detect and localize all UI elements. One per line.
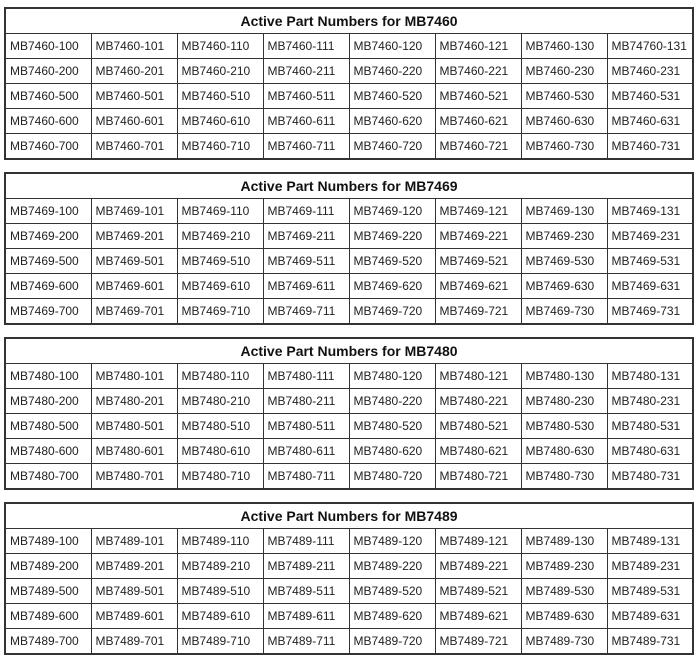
part-number-cell: MB7460-520 <box>349 84 435 109</box>
part-number-cell: MB7480-230 <box>521 389 607 414</box>
table-row <box>5 579 693 604</box>
table-row <box>5 199 693 224</box>
part-number-cell: MB7460-501 <box>91 84 177 109</box>
part-number-cell: MB7469-101 <box>91 199 177 224</box>
part-number-cell: MB7469-700 <box>5 299 91 325</box>
table-row <box>5 629 693 655</box>
part-number-cell: MB7489-620 <box>349 604 435 629</box>
table-row <box>5 34 693 59</box>
part-number-cell: MB7460-120 <box>349 34 435 59</box>
part-number-cell: MB7460-620 <box>349 109 435 134</box>
table-row <box>5 604 693 629</box>
part-number-cell: MB7489-720 <box>349 629 435 655</box>
part-number-cell: MB7460-230 <box>521 59 607 84</box>
part-number-cell: MB7460-611 <box>263 109 349 134</box>
part-number-cell: MB7460-731 <box>607 134 693 160</box>
part-number-cell: MB7480-201 <box>91 389 177 414</box>
part-number-cell: MB7480-700 <box>5 464 91 490</box>
part-number-cell: MB7469-200 <box>5 224 91 249</box>
part-number-cell: MB74760-131 <box>607 34 693 59</box>
part-number-cell: MB7489-531 <box>607 579 693 604</box>
table-row <box>5 529 693 554</box>
part-number-cell: MB7469-620 <box>349 274 435 299</box>
part-number-cell: MB7480-611 <box>263 439 349 464</box>
part-number-cell: MB7469-531 <box>607 249 693 274</box>
part-number-cell: MB7469-501 <box>91 249 177 274</box>
part-number-cell: MB7469-131 <box>607 199 693 224</box>
part-number-cell: MB7480-521 <box>435 414 521 439</box>
part-number-cell: MB7469-600 <box>5 274 91 299</box>
part-number-cell: MB7480-701 <box>91 464 177 490</box>
part-number-cell: MB7480-601 <box>91 439 177 464</box>
part-number-cell: MB7489-511 <box>263 579 349 604</box>
part-number-cell: MB7480-130 <box>521 364 607 389</box>
part-number-cell: MB7460-100 <box>5 34 91 59</box>
part-number-cell: MB7480-100 <box>5 364 91 389</box>
part-number-cell: MB7460-730 <box>521 134 607 160</box>
part-number-cell: MB7480-200 <box>5 389 91 414</box>
part-number-cell: MB7480-711 <box>263 464 349 490</box>
part-number-cell: MB7489-121 <box>435 529 521 554</box>
part-number-cell: MB7469-520 <box>349 249 435 274</box>
part-number-cell: MB7460-610 <box>177 109 263 134</box>
part-number-cell: MB7489-621 <box>435 604 521 629</box>
part-number-cell: MB7480-110 <box>177 364 263 389</box>
part-number-cell: MB7480-510 <box>177 414 263 439</box>
part-number-cell: MB7469-220 <box>349 224 435 249</box>
table-row <box>5 414 693 439</box>
part-number-cell: MB7460-201 <box>91 59 177 84</box>
part-number-cell: MB7480-600 <box>5 439 91 464</box>
part-number-cell: MB7489-131 <box>607 529 693 554</box>
part-number-cell: MB7489-221 <box>435 554 521 579</box>
part-number-cell: MB7489-201 <box>91 554 177 579</box>
part-number-cell: MB7480-131 <box>607 364 693 389</box>
part-number-cell: MB7469-730 <box>521 299 607 325</box>
part-number-cell: MB7460-631 <box>607 109 693 134</box>
table-row <box>5 134 693 160</box>
table-row <box>5 249 693 274</box>
part-number-cell: MB7469-610 <box>177 274 263 299</box>
part-number-cell: MB7469-721 <box>435 299 521 325</box>
part-number-cell: MB7460-510 <box>177 84 263 109</box>
part-number-cell: MB7469-110 <box>177 199 263 224</box>
part-number-cell: MB7469-221 <box>435 224 521 249</box>
part-number-cell: MB7469-511 <box>263 249 349 274</box>
part-number-cell: MB7480-720 <box>349 464 435 490</box>
part-number-cell: MB7469-621 <box>435 274 521 299</box>
table-header-row <box>5 8 693 34</box>
part-number-cell: MB7489-630 <box>521 604 607 629</box>
part-number-cell: MB7480-221 <box>435 389 521 414</box>
table-row <box>5 59 693 84</box>
table-row <box>5 84 693 109</box>
part-number-cell: MB7489-530 <box>521 579 607 604</box>
part-number-table <box>4 502 694 655</box>
part-number-cell: MB7460-721 <box>435 134 521 160</box>
part-number-cell: MB7460-101 <box>91 34 177 59</box>
part-number-cell: MB7460-521 <box>435 84 521 109</box>
table-row <box>5 464 693 490</box>
part-number-cell: MB7480-631 <box>607 439 693 464</box>
table-header-row <box>5 338 693 364</box>
part-number-cell: MB7469-100 <box>5 199 91 224</box>
part-number-cell: MB7469-231 <box>607 224 693 249</box>
part-number-cell: MB7480-520 <box>349 414 435 439</box>
part-number-cell: MB7460-500 <box>5 84 91 109</box>
part-number-cell: MB7460-200 <box>5 59 91 84</box>
part-number-cell: MB7489-200 <box>5 554 91 579</box>
part-number-cell: MB7469-631 <box>607 274 693 299</box>
part-number-cell: MB7489-110 <box>177 529 263 554</box>
table-title: Active Part Numbers for MB7489 <box>5 503 693 529</box>
part-number-cell: MB7460-121 <box>435 34 521 59</box>
part-number-cell: MB7460-700 <box>5 134 91 160</box>
part-number-cell: MB7480-111 <box>263 364 349 389</box>
part-number-cell: MB7489-220 <box>349 554 435 579</box>
part-number-cell: MB7489-721 <box>435 629 521 655</box>
part-number-cell: MB7480-610 <box>177 439 263 464</box>
part-number-cell: MB7469-711 <box>263 299 349 325</box>
part-number-cell: MB7460-211 <box>263 59 349 84</box>
part-number-cell: MB7460-130 <box>521 34 607 59</box>
part-number-cell: MB7460-701 <box>91 134 177 160</box>
part-number-cell: MB7489-501 <box>91 579 177 604</box>
part-number-cell: MB7469-210 <box>177 224 263 249</box>
part-number-cell: MB7480-710 <box>177 464 263 490</box>
part-number-cell: MB7480-220 <box>349 389 435 414</box>
part-number-cell: MB7480-211 <box>263 389 349 414</box>
table-row <box>5 224 693 249</box>
part-number-cell: MB7469-731 <box>607 299 693 325</box>
part-number-cell: MB7469-500 <box>5 249 91 274</box>
part-number-cell: MB7480-120 <box>349 364 435 389</box>
part-number-cell: MB7489-730 <box>521 629 607 655</box>
part-number-cell: MB7480-511 <box>263 414 349 439</box>
part-number-cell: MB7489-701 <box>91 629 177 655</box>
part-number-cell: MB7480-500 <box>5 414 91 439</box>
part-number-cell: MB7469-211 <box>263 224 349 249</box>
part-number-cell: MB7489-710 <box>177 629 263 655</box>
part-number-cell: MB7480-501 <box>91 414 177 439</box>
part-number-cell: MB7460-221 <box>435 59 521 84</box>
part-number-cell: MB7460-600 <box>5 109 91 134</box>
part-number-cell: MB7480-731 <box>607 464 693 490</box>
part-number-cell: MB7469-601 <box>91 274 177 299</box>
table-header-row <box>5 503 693 529</box>
part-number-cell: MB7460-710 <box>177 134 263 160</box>
part-number-cell: MB7489-231 <box>607 554 693 579</box>
part-number-cell: MB7460-220 <box>349 59 435 84</box>
part-number-cell: MB7489-500 <box>5 579 91 604</box>
part-number-cell: MB7460-630 <box>521 109 607 134</box>
part-number-cell: MB7469-230 <box>521 224 607 249</box>
part-number-cell: MB7480-620 <box>349 439 435 464</box>
part-number-cell: MB7469-130 <box>521 199 607 224</box>
part-number-cell: MB7489-521 <box>435 579 521 604</box>
part-number-cell: MB7480-530 <box>521 414 607 439</box>
part-number-cell: MB7469-120 <box>349 199 435 224</box>
part-number-cell: MB7489-631 <box>607 604 693 629</box>
part-number-cell: MB7489-211 <box>263 554 349 579</box>
part-number-cell: MB7489-210 <box>177 554 263 579</box>
part-number-cell: MB7489-130 <box>521 529 607 554</box>
part-number-cell: MB7469-720 <box>349 299 435 325</box>
table-row <box>5 364 693 389</box>
part-number-cell: MB7489-230 <box>521 554 607 579</box>
part-number-cell: MB7489-510 <box>177 579 263 604</box>
part-number-cell: MB7460-511 <box>263 84 349 109</box>
part-number-cell: MB7480-730 <box>521 464 607 490</box>
part-number-cell: MB7489-100 <box>5 529 91 554</box>
part-number-cell: MB7469-630 <box>521 274 607 299</box>
part-number-cell: MB7460-231 <box>607 59 693 84</box>
part-number-cell: MB7469-521 <box>435 249 521 274</box>
part-number-cell: MB7469-510 <box>177 249 263 274</box>
part-number-cell: MB7469-710 <box>177 299 263 325</box>
part-number-cell: MB7480-531 <box>607 414 693 439</box>
part-number-table <box>4 337 694 490</box>
part-number-cell: MB7480-721 <box>435 464 521 490</box>
part-number-cell: MB7469-111 <box>263 199 349 224</box>
part-number-cell: MB7489-600 <box>5 604 91 629</box>
table-row <box>5 109 693 134</box>
part-number-cell: MB7460-621 <box>435 109 521 134</box>
part-number-cell: MB7469-530 <box>521 249 607 274</box>
part-number-table <box>4 7 694 160</box>
table-row <box>5 439 693 464</box>
part-number-cell: MB7480-231 <box>607 389 693 414</box>
table-header-row <box>5 173 693 199</box>
part-number-cell: MB7480-630 <box>521 439 607 464</box>
part-number-cell: MB7489-520 <box>349 579 435 604</box>
part-number-cell: MB7489-611 <box>263 604 349 629</box>
part-number-cell: MB7480-101 <box>91 364 177 389</box>
table-title: Active Part Numbers for MB7480 <box>5 338 693 364</box>
part-number-cell: MB7460-530 <box>521 84 607 109</box>
part-number-cell: MB7460-210 <box>177 59 263 84</box>
table-row <box>5 274 693 299</box>
part-number-cell: MB7469-201 <box>91 224 177 249</box>
part-number-cell: MB7480-210 <box>177 389 263 414</box>
part-number-cell: MB7489-120 <box>349 529 435 554</box>
table-row <box>5 389 693 414</box>
part-number-cell: MB7460-111 <box>263 34 349 59</box>
part-number-cell: MB7489-101 <box>91 529 177 554</box>
part-number-cell: MB7480-121 <box>435 364 521 389</box>
part-number-cell: MB7489-111 <box>263 529 349 554</box>
part-number-cell: MB7460-601 <box>91 109 177 134</box>
part-number-cell: MB7469-701 <box>91 299 177 325</box>
part-number-cell: MB7460-110 <box>177 34 263 59</box>
part-number-table <box>4 172 694 325</box>
part-number-cell: MB7469-611 <box>263 274 349 299</box>
table-title: Active Part Numbers for MB7460 <box>5 8 693 34</box>
part-number-cell: MB7489-731 <box>607 629 693 655</box>
part-number-cell: MB7480-621 <box>435 439 521 464</box>
part-number-cell: MB7469-121 <box>435 199 521 224</box>
part-number-cell: MB7460-720 <box>349 134 435 160</box>
part-number-cell: MB7489-601 <box>91 604 177 629</box>
part-number-cell: MB7489-711 <box>263 629 349 655</box>
part-number-cell: MB7460-531 <box>607 84 693 109</box>
part-number-cell: MB7489-700 <box>5 629 91 655</box>
table-title: Active Part Numbers for MB7469 <box>5 173 693 199</box>
table-row <box>5 554 693 579</box>
part-number-cell: MB7460-711 <box>263 134 349 160</box>
part-number-cell: MB7489-610 <box>177 604 263 629</box>
table-row <box>5 299 693 325</box>
